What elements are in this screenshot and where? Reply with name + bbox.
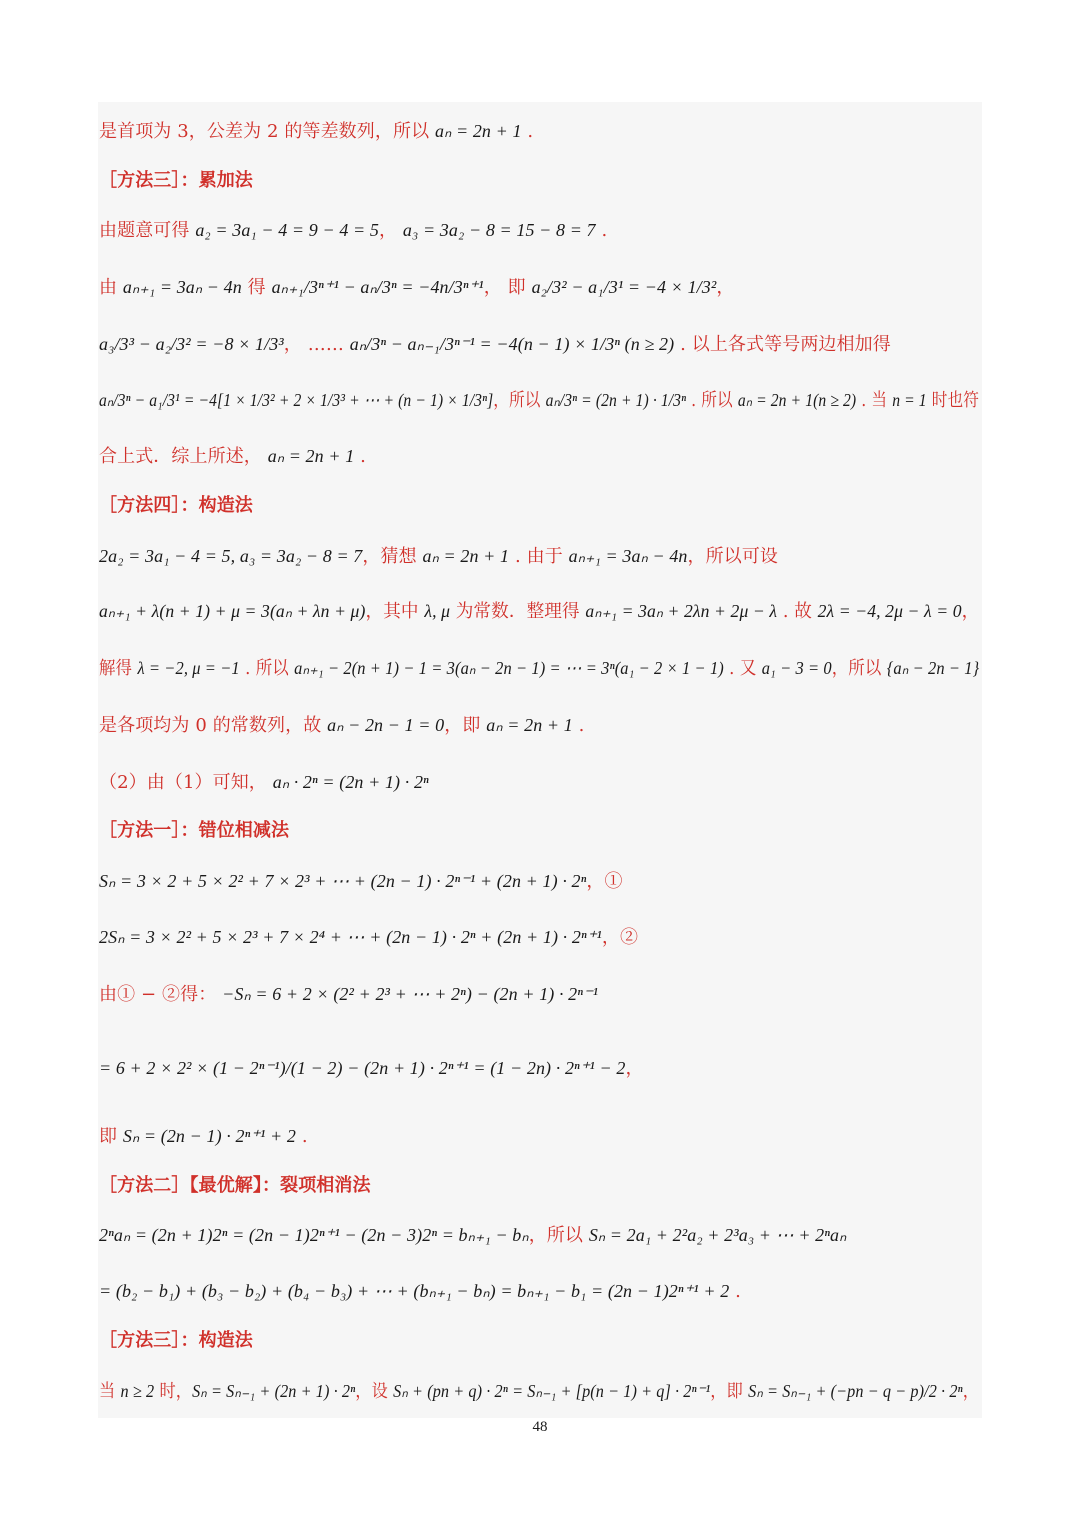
text-line bbox=[99, 387, 979, 414]
math-expression: 2ⁿaₙ = (2n + 1)2ⁿ = (2n − 1)2ⁿ⁺¹ − (2n − 3)2ⁿ = bₙ₊₁ − bₙ bbox=[99, 1225, 529, 1245]
text-segment: . 以上各式等号两边相加得 bbox=[674, 334, 891, 355]
math-expression: aₙ/3ⁿ − a₁/3¹ = −4[1 × 1/3² + 2 × 1/3³ + ⋯ + (n − 1) × 1/3ⁿ] bbox=[99, 390, 494, 410]
text-line bbox=[99, 118, 533, 145]
math-expression: Sₙ = Sₙ₋₁ + (−pn − q − p)/2 · 2ⁿ bbox=[748, 1381, 963, 1401]
text-segment: 是首项为 3，公差为 2 的等差数列，所以 bbox=[99, 121, 435, 142]
text-segment: ， …… bbox=[283, 334, 350, 355]
math-expression: λ, μ bbox=[424, 601, 451, 621]
page-number: 48 bbox=[532, 1419, 548, 1435]
math-expression: Sₙ = (2n − 1) · 2ⁿ⁺¹ + 2 bbox=[122, 1126, 296, 1146]
text-segment: . bbox=[296, 1126, 308, 1147]
math-expression: a₂ = 3a₁ − 4 = 9 − 4 = 5 bbox=[195, 220, 379, 240]
text-line bbox=[99, 818, 289, 844]
math-expression: Sₙ = 3 × 2 + 5 × 2² + 7 × 2³ + ⋯ + (2n − 1) · 2ⁿ⁻¹ + (2n + 1) · 2ⁿ bbox=[99, 871, 587, 891]
math-expression: Sₙ = 2a₁ + 2²a₂ + 2³a₃ + ⋯ + 2ⁿaₙ bbox=[588, 1225, 847, 1245]
text-segment: ，猜想 bbox=[362, 546, 423, 567]
text-segment: 由① − ②得： bbox=[99, 984, 223, 1005]
math-expression: −Sₙ = 6 + 2 × (2² + 2³ + ⋯ + 2ⁿ) − (2n + 1) · 2ⁿ⁻¹ bbox=[222, 984, 599, 1004]
section-heading: ［方法三］：构造法 bbox=[99, 1330, 253, 1351]
text-segment: . 当 bbox=[856, 390, 893, 411]
text-segment: 解得 bbox=[99, 658, 138, 679]
math-expression: Sₙ + (pn + q) · 2ⁿ = Sₙ₋₁ + [p(n − 1) + q] · 2ⁿ⁻¹ bbox=[393, 1381, 711, 1401]
text-segment: . 所以 bbox=[686, 390, 738, 411]
text-segment: ，① bbox=[586, 871, 623, 892]
text-segment: 为常数．整理得 bbox=[450, 601, 586, 622]
text-line bbox=[99, 443, 366, 470]
text-segment: ， bbox=[962, 1381, 980, 1402]
text-segment: ，所以 bbox=[831, 658, 887, 679]
math-expression: aₙ₊₁ + λ(n + 1) + μ = 3(aₙ + λn + μ) bbox=[99, 601, 366, 621]
text-segment: . bbox=[572, 715, 585, 736]
text-line bbox=[99, 168, 253, 194]
text-segment: . 又 bbox=[723, 658, 762, 679]
text-line bbox=[99, 1123, 308, 1150]
text-segment: . bbox=[595, 220, 608, 241]
math-expression: aₙ₊₁ = 3aₙ − 4n bbox=[568, 546, 688, 566]
text-line bbox=[99, 868, 623, 895]
text-line bbox=[99, 543, 778, 570]
text-segment: 时也符 bbox=[926, 390, 979, 411]
math-expression: n = 1 bbox=[892, 390, 927, 410]
math-expression: aₙ = 2n + 1 bbox=[486, 715, 573, 735]
math-expression: λ = −2, μ = −1 bbox=[137, 658, 240, 678]
text-line bbox=[99, 1378, 979, 1405]
text-segment: 合上式．综上所述， bbox=[99, 446, 268, 467]
math-expression: a₃ = 3a₂ − 8 = 15 − 8 = 7 bbox=[402, 220, 596, 240]
text-segment: ，设 bbox=[355, 1381, 394, 1402]
section-heading: ［方法一］：错位相减法 bbox=[99, 820, 290, 841]
text-segment: ，即 bbox=[444, 715, 487, 736]
text-line bbox=[99, 712, 585, 739]
section-heading: ［方法三］：累加法 bbox=[99, 170, 253, 191]
text-segment: 得 bbox=[241, 277, 272, 298]
math-expression: a₁ − 3 = 0 bbox=[761, 658, 832, 678]
math-expression: aₙ · 2ⁿ = (2n + 1) · 2ⁿ bbox=[272, 772, 429, 792]
text-segment: 由 bbox=[99, 277, 123, 298]
text-line bbox=[99, 598, 979, 625]
text-segment: ， bbox=[625, 1058, 644, 1079]
text-segment: ，所以可设 bbox=[687, 546, 779, 567]
text-segment: . 由于 bbox=[509, 546, 569, 567]
text-segment: . bbox=[521, 121, 534, 142]
math-expression: {aₙ − 2n − 1} bbox=[886, 658, 980, 678]
text-segment: 即 bbox=[99, 1126, 123, 1147]
text-segment: （2）由（1）可知， bbox=[99, 772, 273, 793]
math-expression: aₙ/3ⁿ = (2n + 1) · 1/3ⁿ bbox=[545, 390, 687, 410]
text-segment: ，即 bbox=[710, 1381, 749, 1402]
text-line bbox=[99, 924, 638, 951]
text-line bbox=[99, 769, 429, 796]
text-segment: ， 即 bbox=[483, 277, 532, 298]
math-expression: aₙ₊₁ = 3aₙ − 4n bbox=[122, 277, 242, 297]
math-expression: 2Sₙ = 3 × 2² + 5 × 2³ + 7 × 2⁴ + ⋯ + (2n − 1) · 2ⁿ + (2n + 1) · 2ⁿ⁺¹ bbox=[99, 927, 602, 947]
text-line bbox=[99, 1222, 846, 1249]
math-expression: = (b₂ − b₁) + (b₃ − b₂) + (b₄ − b₃) + ⋯ + (bₙ₊₁ − bₙ) = bₙ₊₁ − b₁ = (2n − 1)2ⁿ⁺¹ + 2 bbox=[99, 1281, 730, 1301]
math-expression: aₙ₊₁ = 3aₙ + 2λn + 2μ − λ bbox=[585, 601, 778, 621]
math-expression: aₙ = 2n + 1(n ≥ 2) bbox=[737, 390, 857, 410]
math-expression: aₙ = 2n + 1 bbox=[267, 446, 355, 466]
math-expression: a₂/3² − a₁/3¹ = −4 × 1/3² bbox=[531, 277, 717, 297]
math-expression: aₙ₊₁/3ⁿ⁺¹ − aₙ/3ⁿ = −4n/3ⁿ⁺¹ bbox=[271, 277, 484, 297]
math-expression: 2λ = −4, 2μ − λ = 0 bbox=[817, 601, 962, 621]
math-expression: aₙ₊₁ − 2(n + 1) − 1 = 3(aₙ − 2n − 1) = ⋯ = 3ⁿ(a₁ − 2 × 1 − 1) bbox=[294, 658, 724, 678]
text-line bbox=[99, 1055, 644, 1082]
math-expression: aₙ = 2n + 1 bbox=[422, 546, 510, 566]
math-expression: aₙ − 2n − 1 = 0 bbox=[327, 715, 445, 735]
math-expression: a₃/3³ − a₂/3² = −8 × 1/3³ bbox=[99, 334, 284, 354]
text-segment: ， bbox=[961, 601, 980, 622]
math-expression: n ≥ 2 bbox=[120, 1381, 155, 1401]
text-line bbox=[99, 655, 979, 682]
math-expression: 2a₂ = 3a₁ − 4 = 5, a₃ = 3a₂ − 8 = 7 bbox=[99, 546, 363, 566]
text-segment: . 故 bbox=[777, 601, 818, 622]
text-line bbox=[99, 493, 253, 519]
text-segment: . bbox=[354, 446, 366, 467]
text-line bbox=[99, 1278, 741, 1305]
text-line bbox=[99, 981, 598, 1008]
text-line bbox=[99, 1328, 253, 1354]
text-segment: ， bbox=[378, 220, 403, 241]
text-segment: ，② bbox=[601, 927, 639, 948]
math-expression: = 6 + 2 × 2² × (1 − 2ⁿ⁻¹)/(1 − 2) − (2n + 1) · 2ⁿ⁺¹ = (1 − 2n) · 2ⁿ⁺¹ − 2 bbox=[99, 1058, 626, 1078]
text-line bbox=[99, 274, 734, 301]
math-expression: aₙ/3ⁿ − aₙ₋₁/3ⁿ⁻¹ = −4(n − 1) × 1/3ⁿ (n ≥ 2) bbox=[349, 334, 675, 354]
text-line bbox=[99, 217, 607, 244]
text-line bbox=[99, 331, 891, 358]
text-segment: ，所以 bbox=[493, 390, 546, 411]
text-segment: 时， bbox=[154, 1381, 193, 1402]
text-segment: 由题意可得 bbox=[99, 220, 196, 241]
math-expression: Sₙ = Sₙ₋₁ + (2n + 1) · 2ⁿ bbox=[192, 1381, 356, 1401]
text-segment: ，所以 bbox=[528, 1225, 589, 1246]
math-expression: aₙ = 2n + 1 bbox=[435, 121, 522, 141]
text-segment: 是各项均为 0 的常数列，故 bbox=[99, 715, 328, 736]
section-heading: ［方法四］：构造法 bbox=[99, 495, 253, 516]
text-segment: . 所以 bbox=[239, 658, 295, 679]
text-segment: ， bbox=[716, 277, 735, 298]
section-heading: ［方法二］【最优解】：裂项相消法 bbox=[99, 1175, 371, 1196]
text-segment: . bbox=[729, 1281, 741, 1302]
text-line bbox=[99, 1173, 371, 1199]
text-segment: ，其中 bbox=[365, 601, 425, 622]
text-segment: 当 bbox=[99, 1381, 121, 1402]
